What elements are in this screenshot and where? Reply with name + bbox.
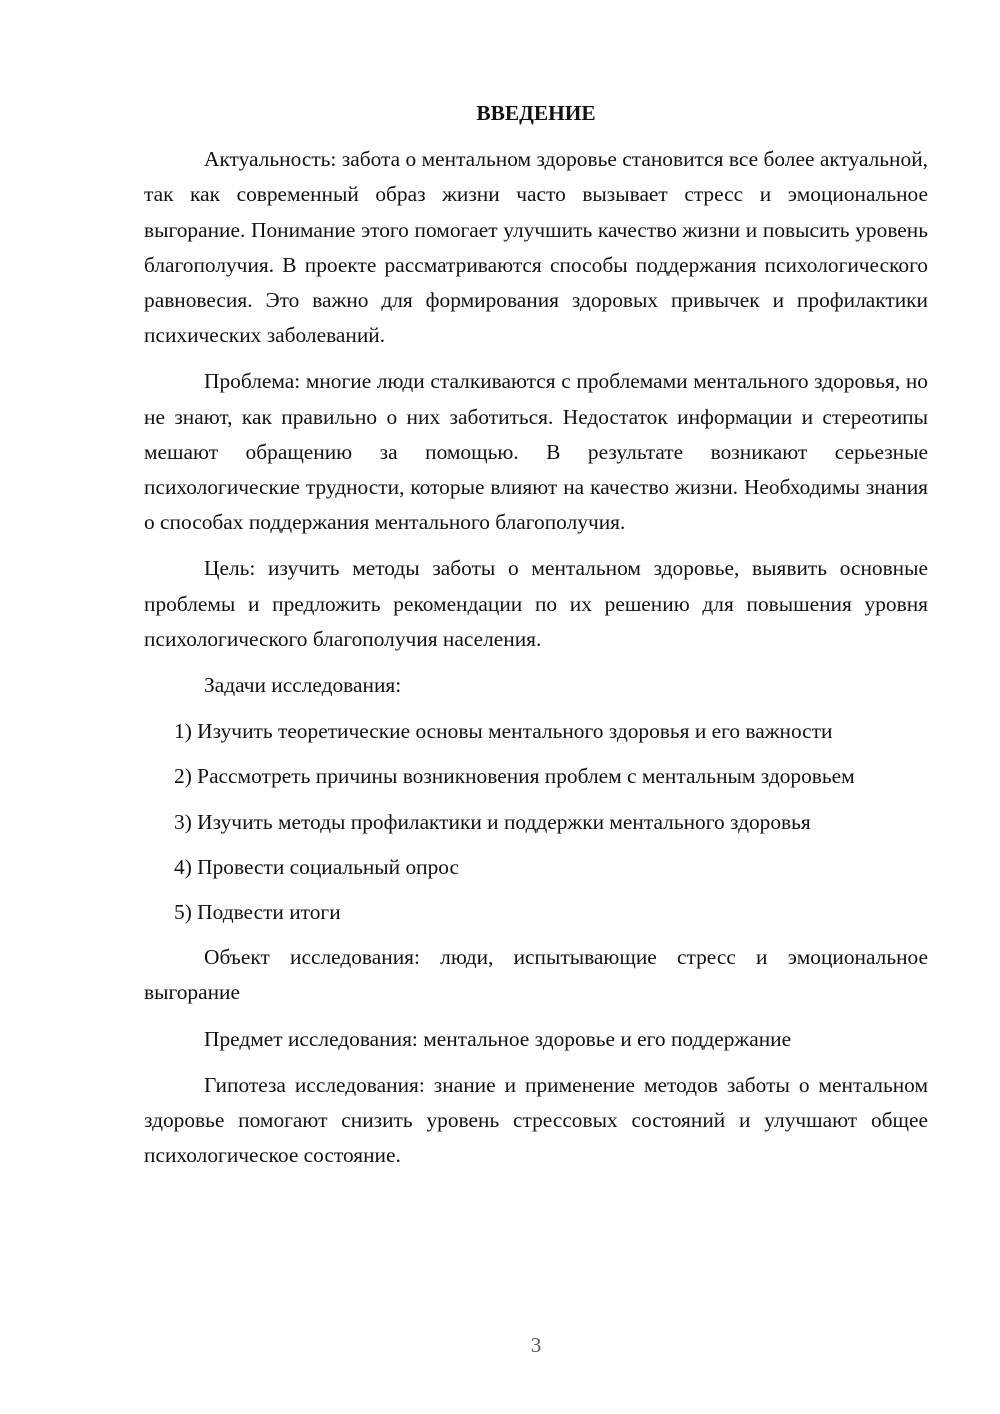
- section-title: ВВЕДЕНИЕ: [476, 101, 596, 125]
- document-page: [144, 96, 928, 1184]
- hypothesis-paragraph: Гипотеза исследования: знание и применение методов заботы о ментальном здоровье помогают снизить уровень стрессовых состояний и улучшают общее психологическое состояние.: [144, 1072, 928, 1168]
- object-paragraph: Объект исследования: люди, испытывающие стресс и эмоциональное выгорание: [144, 945, 928, 1005]
- page-number: 3: [530, 1333, 542, 1357]
- tasks-heading: Задачи исследования:: [204, 673, 402, 698]
- problem-paragraph: Проблема: многие люди сталкиваются с проблемами ментального здоровья, но не знают, как правильно о них заботиться. Недостаток информации и стереотипы мешают обращению за помощью. В результате возникают серьезные психологические трудности, которые влияют на качество жизни. Необходимы знания о способах поддержания ментального благополучия.: [144, 369, 928, 535]
- task-item: 4) Провести социальный опрос: [174, 854, 460, 879]
- task-item: 5) Подвести итоги: [174, 900, 341, 925]
- relevance-paragraph: Актуальность: забота о ментальном здоровье становится все более актуальной, так как современный образ жизни часто вызывает стресс и эмоциональное выгорание. Понимание этого помогает улучшить качество жизни и повысить уровень благополучия. В проекте рассматриваются способы поддержания психологического равновесия. Это важно для формирования здоровых привычек и профилактики психических заболеваний.: [144, 147, 928, 348]
- task-item: 2) Рассмотреть причины возникновения проблем с ментальным здоровьем: [174, 764, 855, 789]
- task-item: 3) Изучить методы профилактики и поддержки ментального здоровья: [174, 809, 811, 834]
- subject-paragraph: Предмет исследования: ментальное здоровье и его поддержание: [204, 1026, 792, 1051]
- goal-paragraph: Цель: изучить методы заботы о ментальном здоровье, выявить основные проблемы и предложить рекомендации по их решению для повышения уровня психологического благополучия населения.: [144, 556, 928, 651]
- task-item: 1) Изучить теоретические основы ментального здоровья и его важности: [174, 719, 833, 744]
- tasks-list: [144, 714, 928, 930]
